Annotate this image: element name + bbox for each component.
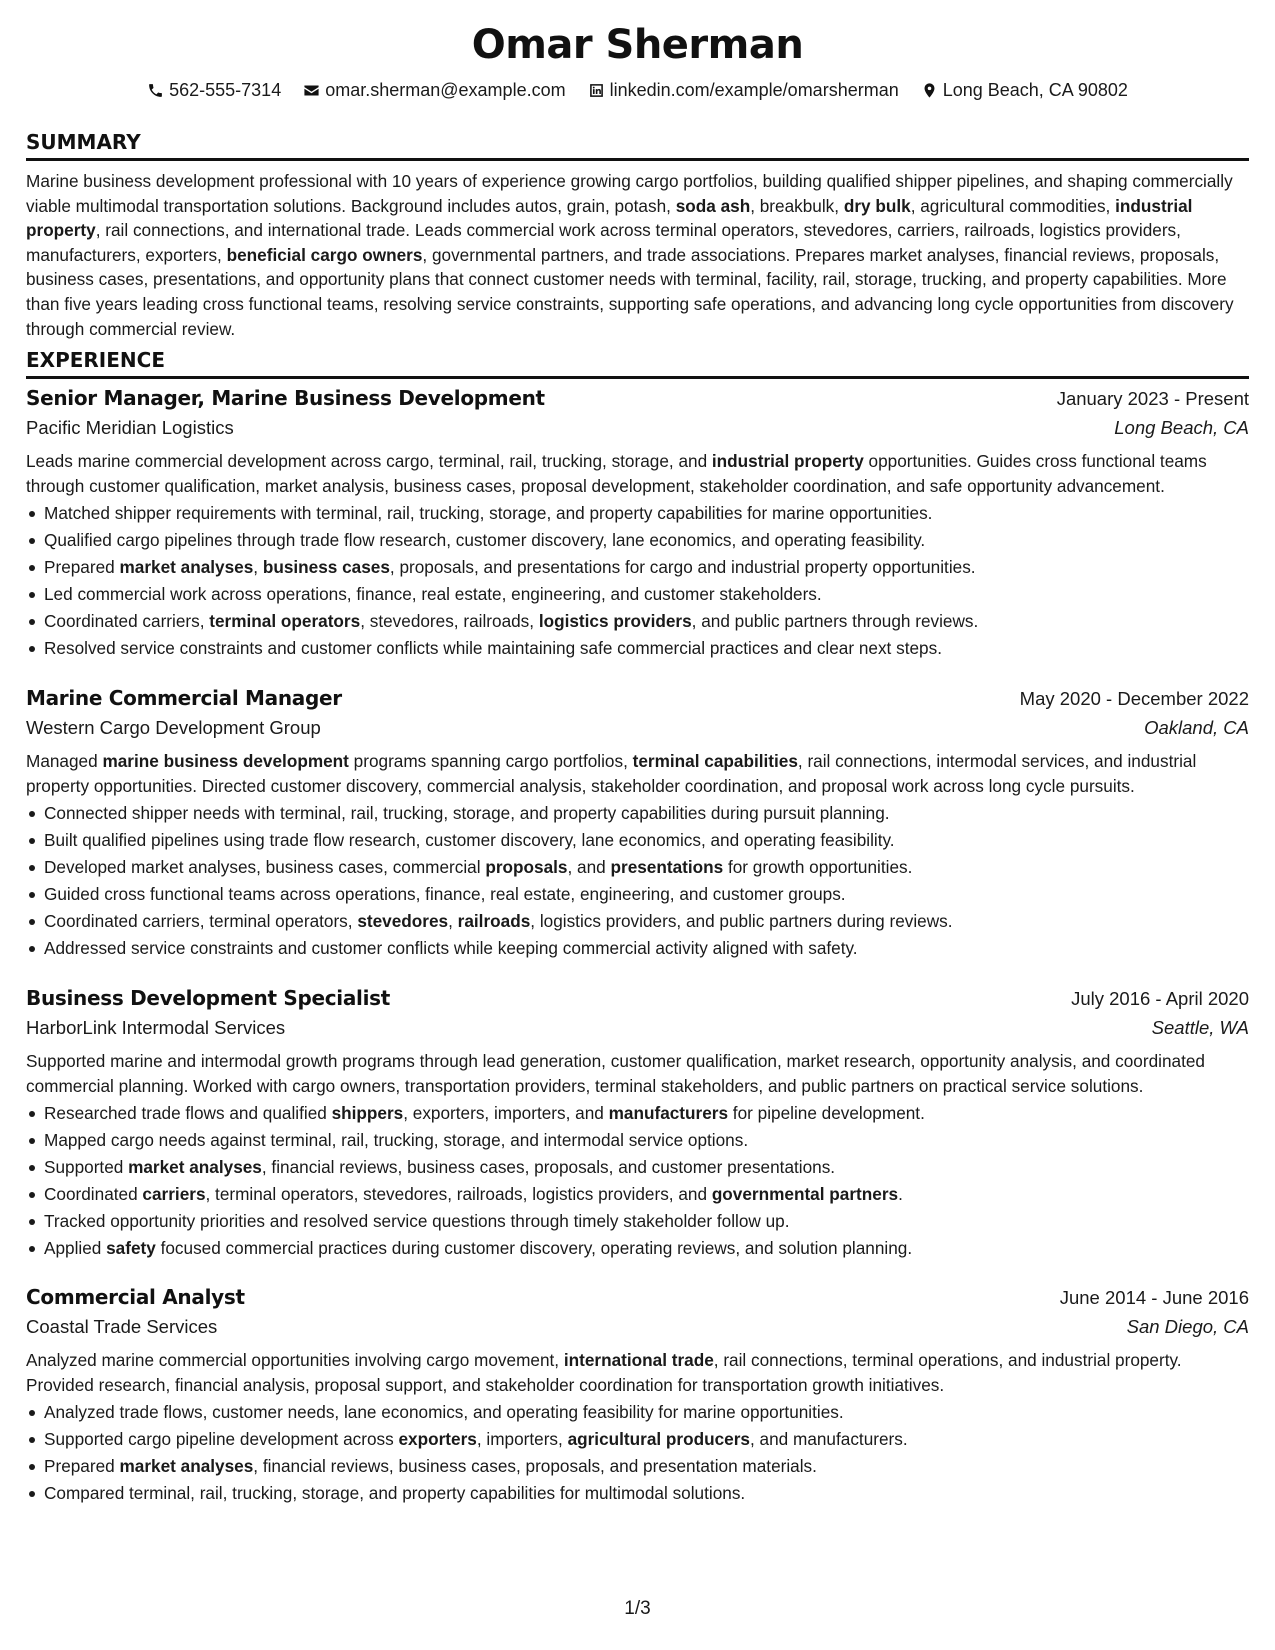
job-title: Commercial Analyst bbox=[26, 1285, 245, 1309]
emphasis-text: marine business development bbox=[102, 751, 349, 771]
text-run: , and manufacturers. bbox=[750, 1429, 908, 1450]
job-entry bbox=[26, 686, 1249, 962]
text-run: Connected shipper needs with terminal, rail, trucking, storage, and property capabilities during pursuit planning. bbox=[44, 803, 890, 824]
job-title: Business Development Specialist bbox=[26, 986, 391, 1010]
job-location: Long Beach, CA bbox=[1114, 417, 1249, 438]
text-run: , bbox=[448, 910, 458, 931]
text-run: Analyzed marine commercial opportunities involving cargo movement, bbox=[26, 1350, 564, 1370]
phone-icon bbox=[147, 82, 164, 99]
linkedin-text[interactable]: linkedin.com/example/omarsherman bbox=[609, 80, 899, 100]
emphasis-text: carriers bbox=[142, 1183, 206, 1204]
job-bullets bbox=[26, 1100, 1249, 1261]
text-run: Led commercial work across operations, finance, real estate, engineering, and customer stakeholders. bbox=[44, 583, 822, 604]
bullet-item bbox=[26, 1154, 1249, 1181]
bullet-item bbox=[26, 908, 1249, 935]
bullet-item bbox=[26, 1235, 1249, 1262]
text-run: , breakbulk, bbox=[750, 195, 844, 216]
emphasis-text: terminal operators bbox=[209, 610, 361, 631]
emphasis-text: manufacturers bbox=[608, 1103, 729, 1124]
bullet-item bbox=[26, 800, 1249, 827]
emphasis-text: business cases bbox=[262, 557, 390, 577]
emphasis-text: presentations bbox=[610, 857, 724, 877]
text-run: Resolved service constraints and customer conflicts while maintaining safe commercial practices and clear next steps. bbox=[44, 637, 942, 658]
bullet-item bbox=[26, 1426, 1249, 1453]
text-run: Tracked opportunity priorities and resolved service questions through timely stakeholder follow up. bbox=[44, 1210, 790, 1231]
text-run: Addressed service constraints and customer conflicts while keeping commercial activity aligned with safety. bbox=[44, 937, 858, 958]
text-run: , exporters, importers, and bbox=[403, 1103, 609, 1124]
company-name: Western Cargo Development Group bbox=[26, 717, 321, 738]
emphasis-text: agricultural producers bbox=[567, 1429, 750, 1450]
location-text: Long Beach, CA 90802 bbox=[942, 80, 1128, 100]
emphasis-text: shippers bbox=[331, 1103, 404, 1124]
job-title: Senior Manager, Marine Business Development bbox=[26, 386, 545, 410]
email-text[interactable]: omar.sherman@example.com bbox=[325, 80, 566, 100]
job-description bbox=[26, 1348, 1249, 1397]
text-run: Coordinated carriers, terminal operators, bbox=[44, 910, 358, 931]
emphasis-text: safety bbox=[106, 1237, 156, 1258]
bullet-item bbox=[26, 1181, 1249, 1208]
page-number: 1/3 bbox=[624, 1598, 651, 1619]
emphasis-text: soda ash bbox=[675, 195, 751, 216]
text-run: , bbox=[253, 557, 263, 577]
text-run: , logistics providers, and public partners during reviews. bbox=[530, 910, 953, 931]
text-run: Supported bbox=[44, 1157, 129, 1177]
bullet-item bbox=[26, 854, 1249, 881]
bullet-item bbox=[26, 1399, 1249, 1426]
bullet-item bbox=[26, 500, 1249, 527]
job-dates: July 2016 - April 2020 bbox=[1071, 988, 1249, 1009]
emphasis-text: industrial property bbox=[711, 451, 864, 471]
emphasis-text: exporters bbox=[398, 1429, 477, 1450]
text-run: , stevedores, railroads, bbox=[360, 610, 539, 631]
job-bullets bbox=[26, 500, 1249, 661]
emphasis-text: market analyses bbox=[119, 1456, 254, 1476]
text-run: Mapped cargo needs against terminal, rail, trucking, storage, and intermodal service options. bbox=[44, 1130, 749, 1151]
text-run: Researched trade flows and qualified bbox=[44, 1103, 332, 1124]
text-run: Coordinated bbox=[44, 1183, 143, 1204]
bullet-item bbox=[26, 581, 1249, 608]
emphasis-text: industrial property bbox=[26, 195, 1193, 241]
text-run: Compared terminal, rail, trucking, storage, and property capabilities for multimodal solutions. bbox=[44, 1482, 746, 1503]
contact-bar bbox=[26, 80, 1249, 101]
emphasis-text: market analyses bbox=[119, 557, 254, 577]
job-bullets bbox=[26, 1399, 1249, 1507]
text-run: Guided cross functional teams across operations, finance, real estate, engineering, and customer groups. bbox=[44, 883, 846, 904]
bullet-item bbox=[26, 827, 1249, 854]
text-run: , terminal operators, stevedores, railroads, logistics providers, and bbox=[205, 1183, 712, 1204]
text-run: , rail connections, intermodal services, and industrial property opportunities. Directed customer discovery, commercial analysis, stakeholder coordination, and proposal work across long cycle pursuits. bbox=[26, 751, 1197, 796]
text-run: Matched shipper requirements with terminal, rail, trucking, storage, and property capabilities for marine opportunities. bbox=[44, 503, 933, 524]
text-run: , rail connections, and international trade. Leads commercial work across terminal operators, stevedores, carriers, railroads, logistics providers, manufacturers, exporters, bbox=[26, 220, 1181, 265]
bullet-item bbox=[26, 554, 1249, 581]
bullet-item bbox=[26, 527, 1249, 554]
job-bullets bbox=[26, 800, 1249, 961]
company-name: Coastal Trade Services bbox=[26, 1316, 218, 1337]
job-description bbox=[26, 1049, 1249, 1098]
emphasis-text: railroads bbox=[457, 910, 531, 931]
text-run: , importers, bbox=[476, 1429, 568, 1450]
emphasis-text: governmental partners bbox=[711, 1183, 899, 1204]
bullet-item bbox=[26, 1127, 1249, 1154]
text-run: Leads marine commercial development across cargo, terminal, rail, trucking, storage, and bbox=[26, 451, 712, 471]
text-run: Supported marine and intermodal growth programs through lead generation, customer qualification, market research, opportunity analysis, and coordinated commercial planning. Worked with cargo owners, transportation providers, terminal stakeholders, and public partners on practical service solutions. bbox=[26, 1051, 1205, 1096]
emphasis-text: stevedores bbox=[357, 910, 449, 931]
contact-phone bbox=[147, 80, 281, 101]
emphasis-text: dry bulk bbox=[843, 195, 911, 216]
bullet-item bbox=[26, 1453, 1249, 1480]
job-entry bbox=[26, 986, 1249, 1262]
emphasis-text: international trade bbox=[563, 1350, 714, 1370]
job-entry bbox=[26, 1285, 1249, 1507]
bullet-item bbox=[26, 935, 1249, 962]
bullet-item bbox=[26, 635, 1249, 662]
emphasis-text: terminal capabilities bbox=[632, 751, 798, 771]
text-run: for growth opportunities. bbox=[723, 857, 913, 877]
job-title: Marine Commercial Manager bbox=[26, 686, 342, 710]
resume-page bbox=[26, 0, 1249, 1650]
text-run: Marine business development professional with 10 years of experience growing cargo portfolios, building qualified shipper pipelines, and shaping commercially viable multimodal transportation solutions. Background includes autos, grain, potash, bbox=[26, 171, 1233, 216]
summary-text bbox=[26, 169, 1249, 341]
text-run: Supported cargo pipeline development across bbox=[44, 1429, 399, 1450]
contact-email[interactable] bbox=[303, 80, 565, 101]
text-run: Applied bbox=[44, 1237, 107, 1258]
summary-heading: SUMMARY bbox=[26, 130, 1249, 161]
bullet-item bbox=[26, 608, 1249, 635]
job-description bbox=[26, 449, 1249, 498]
job-dates: January 2023 - Present bbox=[1056, 388, 1249, 409]
job-location: Seattle, WA bbox=[1151, 1017, 1249, 1038]
contact-location bbox=[921, 80, 1128, 101]
text-run: opportunities. Guides cross functional teams through customer qualification, market analysis, business cases, proposal development, stakeholder coordination, and safe opportunity advancement. bbox=[26, 451, 1207, 496]
text-run: , financial reviews, business cases, proposals, and presentation materials. bbox=[253, 1456, 817, 1476]
company-name: Pacific Meridian Logistics bbox=[26, 417, 234, 438]
emphasis-text: proposals bbox=[485, 857, 568, 877]
emphasis-text: beneficial cargo owners bbox=[226, 244, 423, 265]
bullet-item bbox=[26, 1480, 1249, 1507]
text-run: Prepared bbox=[44, 557, 120, 577]
text-run: focused commercial practices during customer discovery, operating reviews, and solution planning. bbox=[155, 1237, 913, 1258]
job-dates: May 2020 - December 2022 bbox=[1019, 688, 1249, 709]
contact-linkedin[interactable] bbox=[588, 80, 899, 101]
emphasis-text: market analyses bbox=[128, 1157, 262, 1177]
job-location: San Diego, CA bbox=[1126, 1316, 1249, 1337]
text-run: Coordinated carriers, bbox=[44, 610, 210, 631]
linkedin-icon bbox=[588, 82, 605, 99]
candidate-name: Omar Sherman bbox=[471, 22, 804, 68]
text-run: Prepared bbox=[44, 1456, 120, 1476]
text-run: , financial reviews, business cases, proposals, and customer presentations. bbox=[261, 1157, 836, 1177]
text-run: Analyzed trade flows, customer needs, lane economics, and operating feasibility for marine opportunities. bbox=[44, 1402, 844, 1423]
bullet-item bbox=[26, 1208, 1249, 1235]
text-run: , agricultural commodities, bbox=[910, 195, 1116, 216]
map-pin-icon bbox=[921, 82, 938, 99]
text-run: Built qualified pipelines using trade flow research, customer discovery, lane economics, and operating feasibility. bbox=[44, 830, 895, 851]
text-run: , and public partners through reviews. bbox=[691, 610, 979, 631]
text-run: . bbox=[898, 1183, 903, 1204]
text-run: , proposals, and presentations for cargo and industrial property opportunities. bbox=[389, 557, 976, 577]
text-run: programs spanning cargo portfolios, bbox=[348, 751, 633, 771]
experience-heading: EXPERIENCE bbox=[26, 348, 1249, 379]
job-dates: June 2014 - June 2016 bbox=[1059, 1287, 1249, 1308]
text-run: , rail connections, terminal operations, and industrial property. Provided research, financial analysis, proposal support, and stakeholder coordination for transportation growth initiatives. bbox=[26, 1350, 1182, 1395]
text-run: for pipeline development. bbox=[728, 1103, 925, 1124]
job-entry bbox=[26, 386, 1249, 662]
bullet-item bbox=[26, 1100, 1249, 1127]
phone-text: 562-555-7314 bbox=[169, 80, 282, 100]
job-description bbox=[26, 749, 1249, 798]
text-run: Managed bbox=[26, 751, 103, 771]
emphasis-text: logistics providers bbox=[538, 610, 692, 631]
company-name: HarborLink Intermodal Services bbox=[26, 1017, 286, 1038]
job-location: Oakland, CA bbox=[1144, 717, 1249, 738]
text-run: Qualified cargo pipelines through trade flow research, customer discovery, lane economics, and operating feasibility. bbox=[44, 530, 926, 551]
envelope-icon bbox=[303, 82, 320, 99]
text-run: , and bbox=[567, 857, 611, 877]
text-run: Developed market analyses, business cases, commercial bbox=[44, 857, 486, 877]
text-run: , governmental partners, and trade associations. Prepares market analyses, financial reviews, proposals, business cases, presentations, and opportunity plans that connect customer needs with terminal, facility, rail, storage, trucking, and property capabilities. More than five years leading cross functional teams, resolving service constraints, supporting safe operations, and advancing long cycle opportunities from discovery through commercial review. bbox=[26, 244, 1234, 339]
bullet-item bbox=[26, 881, 1249, 908]
